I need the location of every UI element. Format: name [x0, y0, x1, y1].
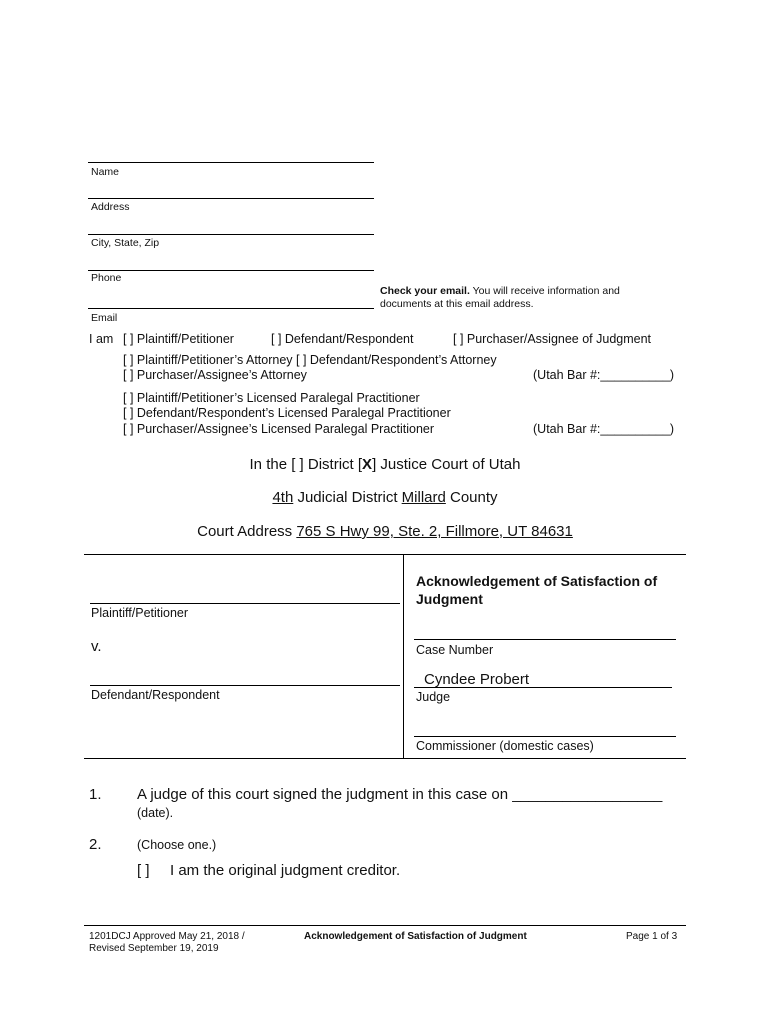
caption-divider: [403, 554, 404, 758]
checkbox-plaintiff[interactable]: [ ] Plaintiff/Petitioner: [123, 332, 234, 346]
district-label: Judicial District: [293, 489, 402, 506]
email-note-line1: [380, 285, 620, 297]
checkbox-attorneys[interactable]: [ ] Plaintiff/Petitioner’s Attorney [ ] Defendant/Respondent’s Attorney: [123, 353, 497, 367]
item-1-date-label: (date).: [137, 806, 174, 820]
item-1-text[interactable]: A judge of this court signed the judgment in this case on __________________: [137, 786, 663, 803]
caption-bottom-rule: [84, 758, 686, 759]
email-label: Email: [91, 312, 118, 324]
court-line-3: [0, 523, 770, 540]
court-line-1-start: In the [ ] District [: [249, 456, 363, 473]
county-label: County: [445, 489, 498, 506]
court-line-1-end: ] Justice Court of Utah: [372, 456, 521, 473]
name-line[interactable]: [88, 162, 374, 163]
address-line[interactable]: [88, 198, 374, 199]
case-number-line[interactable]: [414, 639, 676, 640]
commissioner-label: Commissioner (domestic cases): [416, 739, 594, 753]
caption-top-rule: [84, 554, 686, 555]
footer-title: Acknowledgement of Satisfaction of Judgment: [304, 931, 527, 942]
checkbox-defendant-lpp[interactable]: [ ] Defendant/Respondent’s Licensed Paralegal Practitioner: [123, 406, 451, 420]
phone-label: Phone: [91, 272, 122, 284]
utah-bar-number-1[interactable]: (Utah Bar #:__________): [533, 368, 675, 382]
checkbox-plaintiff-lpp[interactable]: [ ] Plaintiff/Petitioner’s Licensed Paralegal Practitioner: [123, 391, 420, 405]
court-address-value: 765 S Hwy 99, Ste. 2, Fillmore, UT 84631: [296, 523, 573, 540]
county-name: Millard: [401, 489, 446, 506]
phone-line[interactable]: [88, 270, 374, 271]
checkbox-defendant[interactable]: [ ] Defendant/Respondent: [271, 332, 414, 346]
form-title-line1: Acknowledgement of Satisfaction of: [416, 573, 658, 589]
item-2-text: (Choose one.): [137, 838, 217, 852]
justice-court-mark: X: [362, 456, 373, 473]
address-label: Address: [91, 201, 130, 213]
court-line-2: [0, 489, 770, 506]
checkbox-purchaser-attorney[interactable]: [ ] Purchaser/Assignee’s Attorney: [123, 368, 307, 382]
email-line[interactable]: [88, 308, 374, 309]
case-number-label: Case Number: [416, 643, 494, 657]
plaintiff-line[interactable]: [90, 603, 400, 604]
item-1-number: 1.: [89, 786, 102, 803]
footer-page-number: Page 1 of 3: [626, 931, 678, 942]
district-number: 4th: [272, 489, 294, 506]
footer-form-number: 1201DCJ Approved May 21, 2018 /: [89, 931, 245, 942]
email-note-bold: Check your email.: [380, 285, 470, 297]
judge-line[interactable]: [414, 687, 672, 688]
original-creditor-checkbox[interactable]: [ ]: [137, 862, 150, 879]
court-address-label: Court Address: [197, 523, 297, 540]
footer-rule: [84, 925, 686, 926]
judge-label: Judge: [416, 690, 451, 704]
versus-label: v.: [91, 638, 102, 655]
defendant-line[interactable]: [90, 685, 400, 686]
commissioner-line[interactable]: [414, 736, 676, 737]
name-label: Name: [91, 166, 120, 178]
judge-name[interactable]: Cyndee Probert: [424, 671, 530, 688]
email-note-line2: documents at this email address.: [380, 298, 534, 310]
original-creditor-label: I am the original judgment creditor.: [170, 862, 401, 879]
i-am-label: I am: [89, 332, 114, 346]
city-state-zip-line[interactable]: [88, 234, 374, 235]
checkbox-purchaser[interactable]: [ ] Purchaser/Assignee of Judgment: [453, 332, 652, 346]
footer-revised: Revised September 19, 2019: [89, 943, 219, 954]
email-note-rest: You will receive information and: [469, 285, 620, 297]
defendant-label: Defendant/Respondent: [91, 688, 220, 702]
item-2-number: 2.: [89, 836, 102, 853]
form-title-line2: Judgment: [416, 591, 483, 607]
plaintiff-label: Plaintiff/Petitioner: [91, 606, 189, 620]
utah-bar-number-2[interactable]: (Utah Bar #:__________): [533, 422, 675, 436]
court-line-1: [0, 456, 770, 473]
city-state-zip-label: City, State, Zip: [91, 237, 160, 249]
checkbox-purchaser-lpp[interactable]: [ ] Purchaser/Assignee’s Licensed Paralegal Practitioner: [123, 422, 435, 436]
